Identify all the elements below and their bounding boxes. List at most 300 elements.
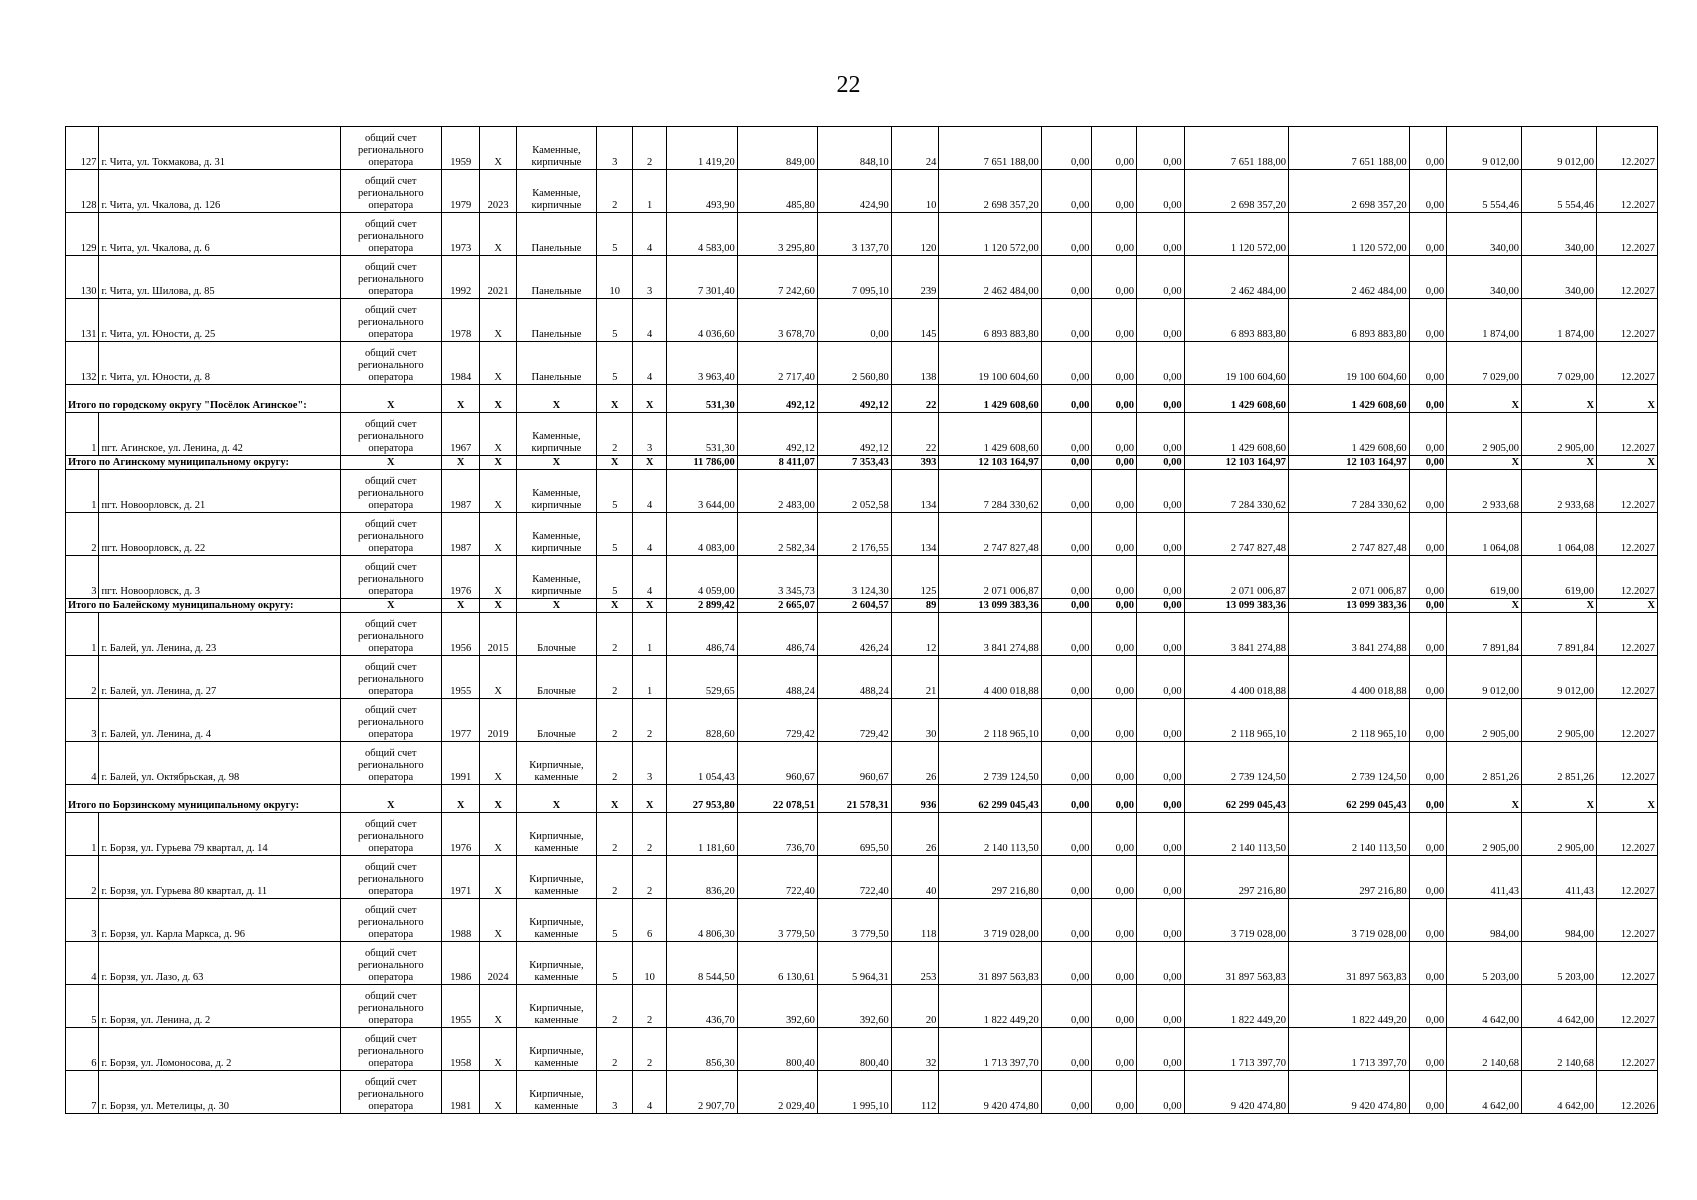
repair-year-cell: Х [480, 656, 516, 699]
address-cell: г. Борзя, ул. Гурьева 80 квартал, д. 11 [99, 856, 340, 899]
deadline-cell: 12.2027 [1597, 856, 1658, 899]
other-funds-cell: 0,00 [1409, 385, 1446, 413]
municipal-funds-cell: 0,00 [1137, 742, 1185, 785]
federal-funds-cell: 0,00 [1041, 470, 1092, 513]
entrances-cell: 1 [633, 656, 666, 699]
municipal-funds-cell: 0,00 [1137, 413, 1185, 456]
owners-funds-cell: 2 071 006,87 [1184, 556, 1288, 599]
table-row [66, 299, 1658, 342]
deadline-cell: 12.2027 [1597, 299, 1658, 342]
living-area-cell: 488,24 [737, 656, 817, 699]
account-type-cell: общий счет регионального оператора [340, 899, 441, 942]
federal-funds-cell: 0,00 [1041, 1028, 1092, 1071]
unit-cost-cell: 9 012,00 [1447, 656, 1522, 699]
other-funds-cell: 0,00 [1409, 470, 1446, 513]
unit-cost-cell: 2 140,68 [1447, 1028, 1522, 1071]
federal-funds-cell: 0,00 [1041, 599, 1092, 613]
max-unit-cost-cell: 2 851,26 [1522, 742, 1597, 785]
deadline-cell: 12.2027 [1597, 985, 1658, 1028]
unit-cost-cell: 4 642,00 [1447, 985, 1522, 1028]
total-cost-cell: 3 719 028,00 [939, 899, 1041, 942]
owner-cost-cell: 1 822 449,20 [1289, 985, 1410, 1028]
account-type-cell: общий счет регионального оператора [340, 470, 441, 513]
address-cell: г. Чита, ул. Шилова, д. 85 [99, 256, 340, 299]
page-number: 22 [836, 72, 861, 98]
repair-year-cell: Х [480, 856, 516, 899]
year-built-cell: 1979 [441, 170, 480, 213]
year-built-cell: Х [441, 456, 480, 470]
residents-cell: 22 [891, 385, 939, 413]
entrances-cell: 3 [633, 413, 666, 456]
private-area-cell: 2 560,80 [817, 342, 891, 385]
floors-cell: 5 [596, 513, 632, 556]
total-area-cell: 531,30 [666, 385, 737, 413]
repair-year-cell: 2023 [480, 170, 516, 213]
unit-cost-cell: Х [1447, 385, 1522, 413]
deadline-cell: Х [1597, 599, 1658, 613]
total-area-cell: 3 644,00 [666, 470, 737, 513]
account-type-cell: общий счет регионального оператора [340, 656, 441, 699]
table-row [66, 1028, 1658, 1071]
residents-cell: 22 [891, 413, 939, 456]
federal-funds-cell: 0,00 [1041, 556, 1092, 599]
max-unit-cost-cell: 1 874,00 [1522, 299, 1597, 342]
unit-cost-cell: 5 203,00 [1447, 942, 1522, 985]
year-built-cell: 1978 [441, 299, 480, 342]
address-cell: г. Чита, ул. Чкалова, д. 6 [99, 213, 340, 256]
repair-year-cell: 2024 [480, 942, 516, 985]
row-number-cell: 1 [66, 413, 99, 456]
owners-funds-cell: 13 099 383,36 [1184, 599, 1288, 613]
floors-cell: 5 [596, 470, 632, 513]
total-area-cell: 2 899,42 [666, 599, 737, 613]
repair-year-cell: Х [480, 470, 516, 513]
owners-funds-cell: 4 400 018,88 [1184, 656, 1288, 699]
regional-funds-cell: 0,00 [1092, 170, 1137, 213]
municipal-funds-cell: 0,00 [1137, 513, 1185, 556]
private-area-cell: 2 604,57 [817, 599, 891, 613]
unit-cost-cell: 984,00 [1447, 899, 1522, 942]
living-area-cell: 3 678,70 [737, 299, 817, 342]
max-unit-cost-cell: 2 905,00 [1522, 813, 1597, 856]
wall-material-cell: Панельные [516, 342, 596, 385]
wall-material-cell: Каменные, кирпичные [516, 513, 596, 556]
regional-funds-cell: 0,00 [1092, 942, 1137, 985]
total-row [66, 785, 1658, 813]
max-unit-cost-cell: 340,00 [1522, 213, 1597, 256]
max-unit-cost-cell: 984,00 [1522, 899, 1597, 942]
total-area-cell: 4 806,30 [666, 899, 737, 942]
total-cost-cell: 2 140 113,50 [939, 813, 1041, 856]
wall-material-cell: Кирпичные, каменные [516, 985, 596, 1028]
private-area-cell: 392,60 [817, 985, 891, 1028]
living-area-cell: 492,12 [737, 385, 817, 413]
living-area-cell: 2 483,00 [737, 470, 817, 513]
repair-year-cell: Х [480, 1028, 516, 1071]
owners-funds-cell: 9 420 474,80 [1184, 1071, 1288, 1114]
residents-cell: 936 [891, 785, 939, 813]
living-area-cell: 6 130,61 [737, 942, 817, 985]
unit-cost-cell: 2 905,00 [1447, 813, 1522, 856]
other-funds-cell: 0,00 [1409, 513, 1446, 556]
entrances-cell: 2 [633, 813, 666, 856]
regional-funds-cell: 0,00 [1092, 385, 1137, 413]
floors-cell: 5 [596, 342, 632, 385]
total-cost-cell: 1 822 449,20 [939, 985, 1041, 1028]
row-number-cell: 4 [66, 742, 99, 785]
private-area-cell: 488,24 [817, 656, 891, 699]
total-cost-cell: 1 120 572,00 [939, 213, 1041, 256]
private-area-cell: 5 964,31 [817, 942, 891, 985]
unit-cost-cell: Х [1447, 599, 1522, 613]
municipal-funds-cell: 0,00 [1137, 1028, 1185, 1071]
other-funds-cell: 0,00 [1409, 856, 1446, 899]
floors-cell: 2 [596, 985, 632, 1028]
total-label-cell: Итого по Балейскому муниципальному округу: [66, 599, 341, 613]
living-area-cell: 392,60 [737, 985, 817, 1028]
deadline-cell: 12.2027 [1597, 413, 1658, 456]
max-unit-cost-cell: 5 203,00 [1522, 942, 1597, 985]
address-cell: г. Борзя, ул. Ломоносова, д. 2 [99, 1028, 340, 1071]
address-cell: г. Балей, ул. Октябрьская, д. 98 [99, 742, 340, 785]
wall-material-cell: Кирпичные, каменные [516, 742, 596, 785]
unit-cost-cell: 5 554,46 [1447, 170, 1522, 213]
table-body [66, 127, 1658, 1114]
deadline-cell: 12.2027 [1597, 170, 1658, 213]
total-cost-cell: 2 462 484,00 [939, 256, 1041, 299]
wall-material-cell: Панельные [516, 213, 596, 256]
deadline-cell: 12.2027 [1597, 256, 1658, 299]
repair-year-cell: Х [480, 299, 516, 342]
total-row [66, 385, 1658, 413]
other-funds-cell: 0,00 [1409, 556, 1446, 599]
year-built-cell: 1976 [441, 556, 480, 599]
deadline-cell: 12.2027 [1597, 342, 1658, 385]
regional-funds-cell: 0,00 [1092, 413, 1137, 456]
deadline-cell: 12.2027 [1597, 699, 1658, 742]
total-area-cell: 4 036,60 [666, 299, 737, 342]
other-funds-cell: 0,00 [1409, 456, 1446, 470]
max-unit-cost-cell: 4 642,00 [1522, 1071, 1597, 1114]
residents-cell: 118 [891, 899, 939, 942]
other-funds-cell: 0,00 [1409, 813, 1446, 856]
residents-cell: 26 [891, 813, 939, 856]
deadline-cell: 12.2027 [1597, 513, 1658, 556]
living-area-cell: 722,40 [737, 856, 817, 899]
living-area-cell: 485,80 [737, 170, 817, 213]
floors-cell: Х [596, 385, 632, 413]
row-number-cell: 130 [66, 256, 99, 299]
repair-year-cell: Х [480, 127, 516, 170]
owners-funds-cell: 3 719 028,00 [1184, 899, 1288, 942]
year-built-cell: 1955 [441, 985, 480, 1028]
other-funds-cell: 0,00 [1409, 127, 1446, 170]
owners-funds-cell: 6 893 883,80 [1184, 299, 1288, 342]
floors-cell: 5 [596, 213, 632, 256]
residents-cell: 21 [891, 656, 939, 699]
wall-material-cell: Кирпичные, каменные [516, 856, 596, 899]
owners-funds-cell: 1 120 572,00 [1184, 213, 1288, 256]
living-area-cell: 3 295,80 [737, 213, 817, 256]
entrances-cell: Х [633, 599, 666, 613]
floors-cell: 2 [596, 856, 632, 899]
wall-material-cell: Кирпичные, каменные [516, 899, 596, 942]
unit-cost-cell: Х [1447, 785, 1522, 813]
owners-funds-cell: 12 103 164,97 [1184, 456, 1288, 470]
residents-cell: 32 [891, 1028, 939, 1071]
regional-funds-cell: 0,00 [1092, 456, 1137, 470]
total-cost-cell: 1 429 608,60 [939, 413, 1041, 456]
wall-material-cell: Панельные [516, 299, 596, 342]
row-number-cell: 2 [66, 856, 99, 899]
federal-funds-cell: 0,00 [1041, 299, 1092, 342]
owners-funds-cell: 1 713 397,70 [1184, 1028, 1288, 1071]
living-area-cell: 2 665,07 [737, 599, 817, 613]
total-area-cell: 2 907,70 [666, 1071, 737, 1114]
other-funds-cell: 0,00 [1409, 699, 1446, 742]
year-built-cell: 1959 [441, 127, 480, 170]
living-area-cell: 736,70 [737, 813, 817, 856]
row-number-cell: 7 [66, 1071, 99, 1114]
entrances-cell: 2 [633, 856, 666, 899]
total-cost-cell: 62 299 045,43 [939, 785, 1041, 813]
floors-cell: 3 [596, 1071, 632, 1114]
row-number-cell: 5 [66, 985, 99, 1028]
table-row [66, 256, 1658, 299]
residents-cell: 134 [891, 513, 939, 556]
owners-funds-cell: 2 739 124,50 [1184, 742, 1288, 785]
regional-funds-cell: 0,00 [1092, 899, 1137, 942]
housing-register-table [65, 126, 1658, 1114]
municipal-funds-cell: 0,00 [1137, 299, 1185, 342]
deadline-cell: Х [1597, 385, 1658, 413]
year-built-cell: 1958 [441, 1028, 480, 1071]
address-cell: г. Борзя, ул. Метелицы, д. 30 [99, 1071, 340, 1114]
residents-cell: 112 [891, 1071, 939, 1114]
unit-cost-cell: Х [1447, 456, 1522, 470]
owner-cost-cell: 2 140 113,50 [1289, 813, 1410, 856]
wall-material-cell: Каменные, кирпичные [516, 470, 596, 513]
private-area-cell: 424,90 [817, 170, 891, 213]
table-row [66, 813, 1658, 856]
address-cell: г. Балей, ул. Ленина, д. 23 [99, 613, 340, 656]
repair-year-cell: Х [480, 456, 516, 470]
table-row [66, 742, 1658, 785]
total-area-cell: 3 963,40 [666, 342, 737, 385]
total-cost-cell: 1 429 608,60 [939, 385, 1041, 413]
floors-cell: 10 [596, 256, 632, 299]
wall-material-cell: Блочные [516, 699, 596, 742]
repair-year-cell: 2021 [480, 256, 516, 299]
owners-funds-cell: 2 462 484,00 [1184, 256, 1288, 299]
living-area-cell: 7 242,60 [737, 256, 817, 299]
total-cost-cell: 2 118 965,10 [939, 699, 1041, 742]
private-area-cell: 2 176,55 [817, 513, 891, 556]
account-type-cell: общий счет регионального оператора [340, 1028, 441, 1071]
year-built-cell: Х [441, 599, 480, 613]
unit-cost-cell: 340,00 [1447, 256, 1522, 299]
table-row [66, 213, 1658, 256]
year-built-cell: 1976 [441, 813, 480, 856]
living-area-cell: 960,67 [737, 742, 817, 785]
account-type-cell: общий счет регионального оператора [340, 813, 441, 856]
year-built-cell: 1984 [441, 342, 480, 385]
account-type-cell: Х [340, 599, 441, 613]
municipal-funds-cell: 0,00 [1137, 556, 1185, 599]
total-cost-cell: 1 713 397,70 [939, 1028, 1041, 1071]
repair-year-cell: 2019 [480, 699, 516, 742]
floors-cell: 2 [596, 1028, 632, 1071]
unit-cost-cell: 2 933,68 [1447, 470, 1522, 513]
entrances-cell: 6 [633, 899, 666, 942]
table-row [66, 470, 1658, 513]
row-number-cell: 6 [66, 1028, 99, 1071]
table-row [66, 127, 1658, 170]
other-funds-cell: 0,00 [1409, 256, 1446, 299]
address-cell: пгт. Агинское, ул. Ленина, д. 42 [99, 413, 340, 456]
total-cost-cell: 12 103 164,97 [939, 456, 1041, 470]
regional-funds-cell: 0,00 [1092, 699, 1137, 742]
unit-cost-cell: 7 029,00 [1447, 342, 1522, 385]
private-area-cell: 492,12 [817, 413, 891, 456]
other-funds-cell: 0,00 [1409, 1028, 1446, 1071]
owners-funds-cell: 31 897 563,83 [1184, 942, 1288, 985]
address-cell: г. Чита, ул. Юности, д. 25 [99, 299, 340, 342]
owner-cost-cell: 297 216,80 [1289, 856, 1410, 899]
floors-cell: 2 [596, 813, 632, 856]
regional-funds-cell: 0,00 [1092, 742, 1137, 785]
owners-funds-cell: 1 429 608,60 [1184, 413, 1288, 456]
municipal-funds-cell: 0,00 [1137, 213, 1185, 256]
living-area-cell: 729,42 [737, 699, 817, 742]
owner-cost-cell: 2 747 827,48 [1289, 513, 1410, 556]
entrances-cell: 2 [633, 1028, 666, 1071]
regional-funds-cell: 0,00 [1092, 985, 1137, 1028]
owners-funds-cell: 3 841 274,88 [1184, 613, 1288, 656]
federal-funds-cell: 0,00 [1041, 456, 1092, 470]
total-row [66, 456, 1658, 470]
max-unit-cost-cell: Х [1522, 456, 1597, 470]
year-built-cell: 1987 [441, 513, 480, 556]
row-number-cell: 3 [66, 556, 99, 599]
federal-funds-cell: 0,00 [1041, 613, 1092, 656]
entrances-cell: 1 [633, 170, 666, 213]
owner-cost-cell: 4 400 018,88 [1289, 656, 1410, 699]
repair-year-cell: Х [480, 342, 516, 385]
private-area-cell: 729,42 [817, 699, 891, 742]
max-unit-cost-cell: 9 012,00 [1522, 127, 1597, 170]
address-cell: пгт. Новоорловск, д. 22 [99, 513, 340, 556]
wall-material-cell: Х [516, 785, 596, 813]
row-number-cell: 1 [66, 613, 99, 656]
private-area-cell: 7 353,43 [817, 456, 891, 470]
account-type-cell: Х [340, 456, 441, 470]
owners-funds-cell: 2 140 113,50 [1184, 813, 1288, 856]
municipal-funds-cell: 0,00 [1137, 899, 1185, 942]
unit-cost-cell: 9 012,00 [1447, 127, 1522, 170]
floors-cell: 2 [596, 170, 632, 213]
floors-cell: Х [596, 456, 632, 470]
residents-cell: 40 [891, 856, 939, 899]
residents-cell: 145 [891, 299, 939, 342]
entrances-cell: 1 [633, 613, 666, 656]
living-area-cell: 849,00 [737, 127, 817, 170]
deadline-cell: 12.2027 [1597, 942, 1658, 985]
year-built-cell: 1973 [441, 213, 480, 256]
municipal-funds-cell: 0,00 [1137, 456, 1185, 470]
owners-funds-cell: 2 747 827,48 [1184, 513, 1288, 556]
owner-cost-cell: 13 099 383,36 [1289, 599, 1410, 613]
total-cost-cell: 297 216,80 [939, 856, 1041, 899]
owner-cost-cell: 7 284 330,62 [1289, 470, 1410, 513]
unit-cost-cell: 7 891,84 [1447, 613, 1522, 656]
unit-cost-cell: 1 874,00 [1447, 299, 1522, 342]
entrances-cell: 4 [633, 299, 666, 342]
floors-cell: 5 [596, 299, 632, 342]
max-unit-cost-cell: 9 012,00 [1522, 656, 1597, 699]
account-type-cell: общий счет регионального оператора [340, 556, 441, 599]
municipal-funds-cell: 0,00 [1137, 127, 1185, 170]
municipal-funds-cell: 0,00 [1137, 256, 1185, 299]
total-area-cell: 4 059,00 [666, 556, 737, 599]
owner-cost-cell: 2 071 006,87 [1289, 556, 1410, 599]
federal-funds-cell: 0,00 [1041, 413, 1092, 456]
account-type-cell: общий счет регионального оператора [340, 985, 441, 1028]
total-area-cell: 4 083,00 [666, 513, 737, 556]
total-cost-cell: 9 420 474,80 [939, 1071, 1041, 1114]
unit-cost-cell: 2 851,26 [1447, 742, 1522, 785]
year-built-cell: 1955 [441, 656, 480, 699]
wall-material-cell: Каменные, кирпичные [516, 556, 596, 599]
total-label-cell: Итого по Агинскому муниципальному округу: [66, 456, 341, 470]
address-cell: пгт. Новоорловск, д. 21 [99, 470, 340, 513]
row-number-cell: 3 [66, 899, 99, 942]
private-area-cell: 1 995,10 [817, 1071, 891, 1114]
row-number-cell: 127 [66, 127, 99, 170]
address-cell: пгт. Новоорловск, д. 3 [99, 556, 340, 599]
regional-funds-cell: 0,00 [1092, 513, 1137, 556]
total-area-cell: 531,30 [666, 413, 737, 456]
owner-cost-cell: 1 120 572,00 [1289, 213, 1410, 256]
max-unit-cost-cell: Х [1522, 385, 1597, 413]
municipal-funds-cell: 0,00 [1137, 599, 1185, 613]
total-area-cell: 856,30 [666, 1028, 737, 1071]
max-unit-cost-cell: 5 554,46 [1522, 170, 1597, 213]
regional-funds-cell: 0,00 [1092, 470, 1137, 513]
year-built-cell: 1987 [441, 470, 480, 513]
year-built-cell: 1981 [441, 1071, 480, 1114]
owner-cost-cell: 1 429 608,60 [1289, 413, 1410, 456]
residents-cell: 253 [891, 942, 939, 985]
floors-cell: Х [596, 599, 632, 613]
address-cell: г. Борзя, ул. Гурьева 79 квартал, д. 14 [99, 813, 340, 856]
total-cost-cell: 2 747 827,48 [939, 513, 1041, 556]
residents-cell: 134 [891, 470, 939, 513]
regional-funds-cell: 0,00 [1092, 613, 1137, 656]
residents-cell: 125 [891, 556, 939, 599]
floors-cell: 5 [596, 942, 632, 985]
year-built-cell: 1986 [441, 942, 480, 985]
address-cell: г. Балей, ул. Ленина, д. 27 [99, 656, 340, 699]
row-number-cell: 132 [66, 342, 99, 385]
other-funds-cell: 0,00 [1409, 170, 1446, 213]
municipal-funds-cell: 0,00 [1137, 385, 1185, 413]
total-cost-cell: 19 100 604,60 [939, 342, 1041, 385]
total-area-cell: 486,74 [666, 613, 737, 656]
other-funds-cell: 0,00 [1409, 342, 1446, 385]
municipal-funds-cell: 0,00 [1137, 656, 1185, 699]
residents-cell: 26 [891, 742, 939, 785]
